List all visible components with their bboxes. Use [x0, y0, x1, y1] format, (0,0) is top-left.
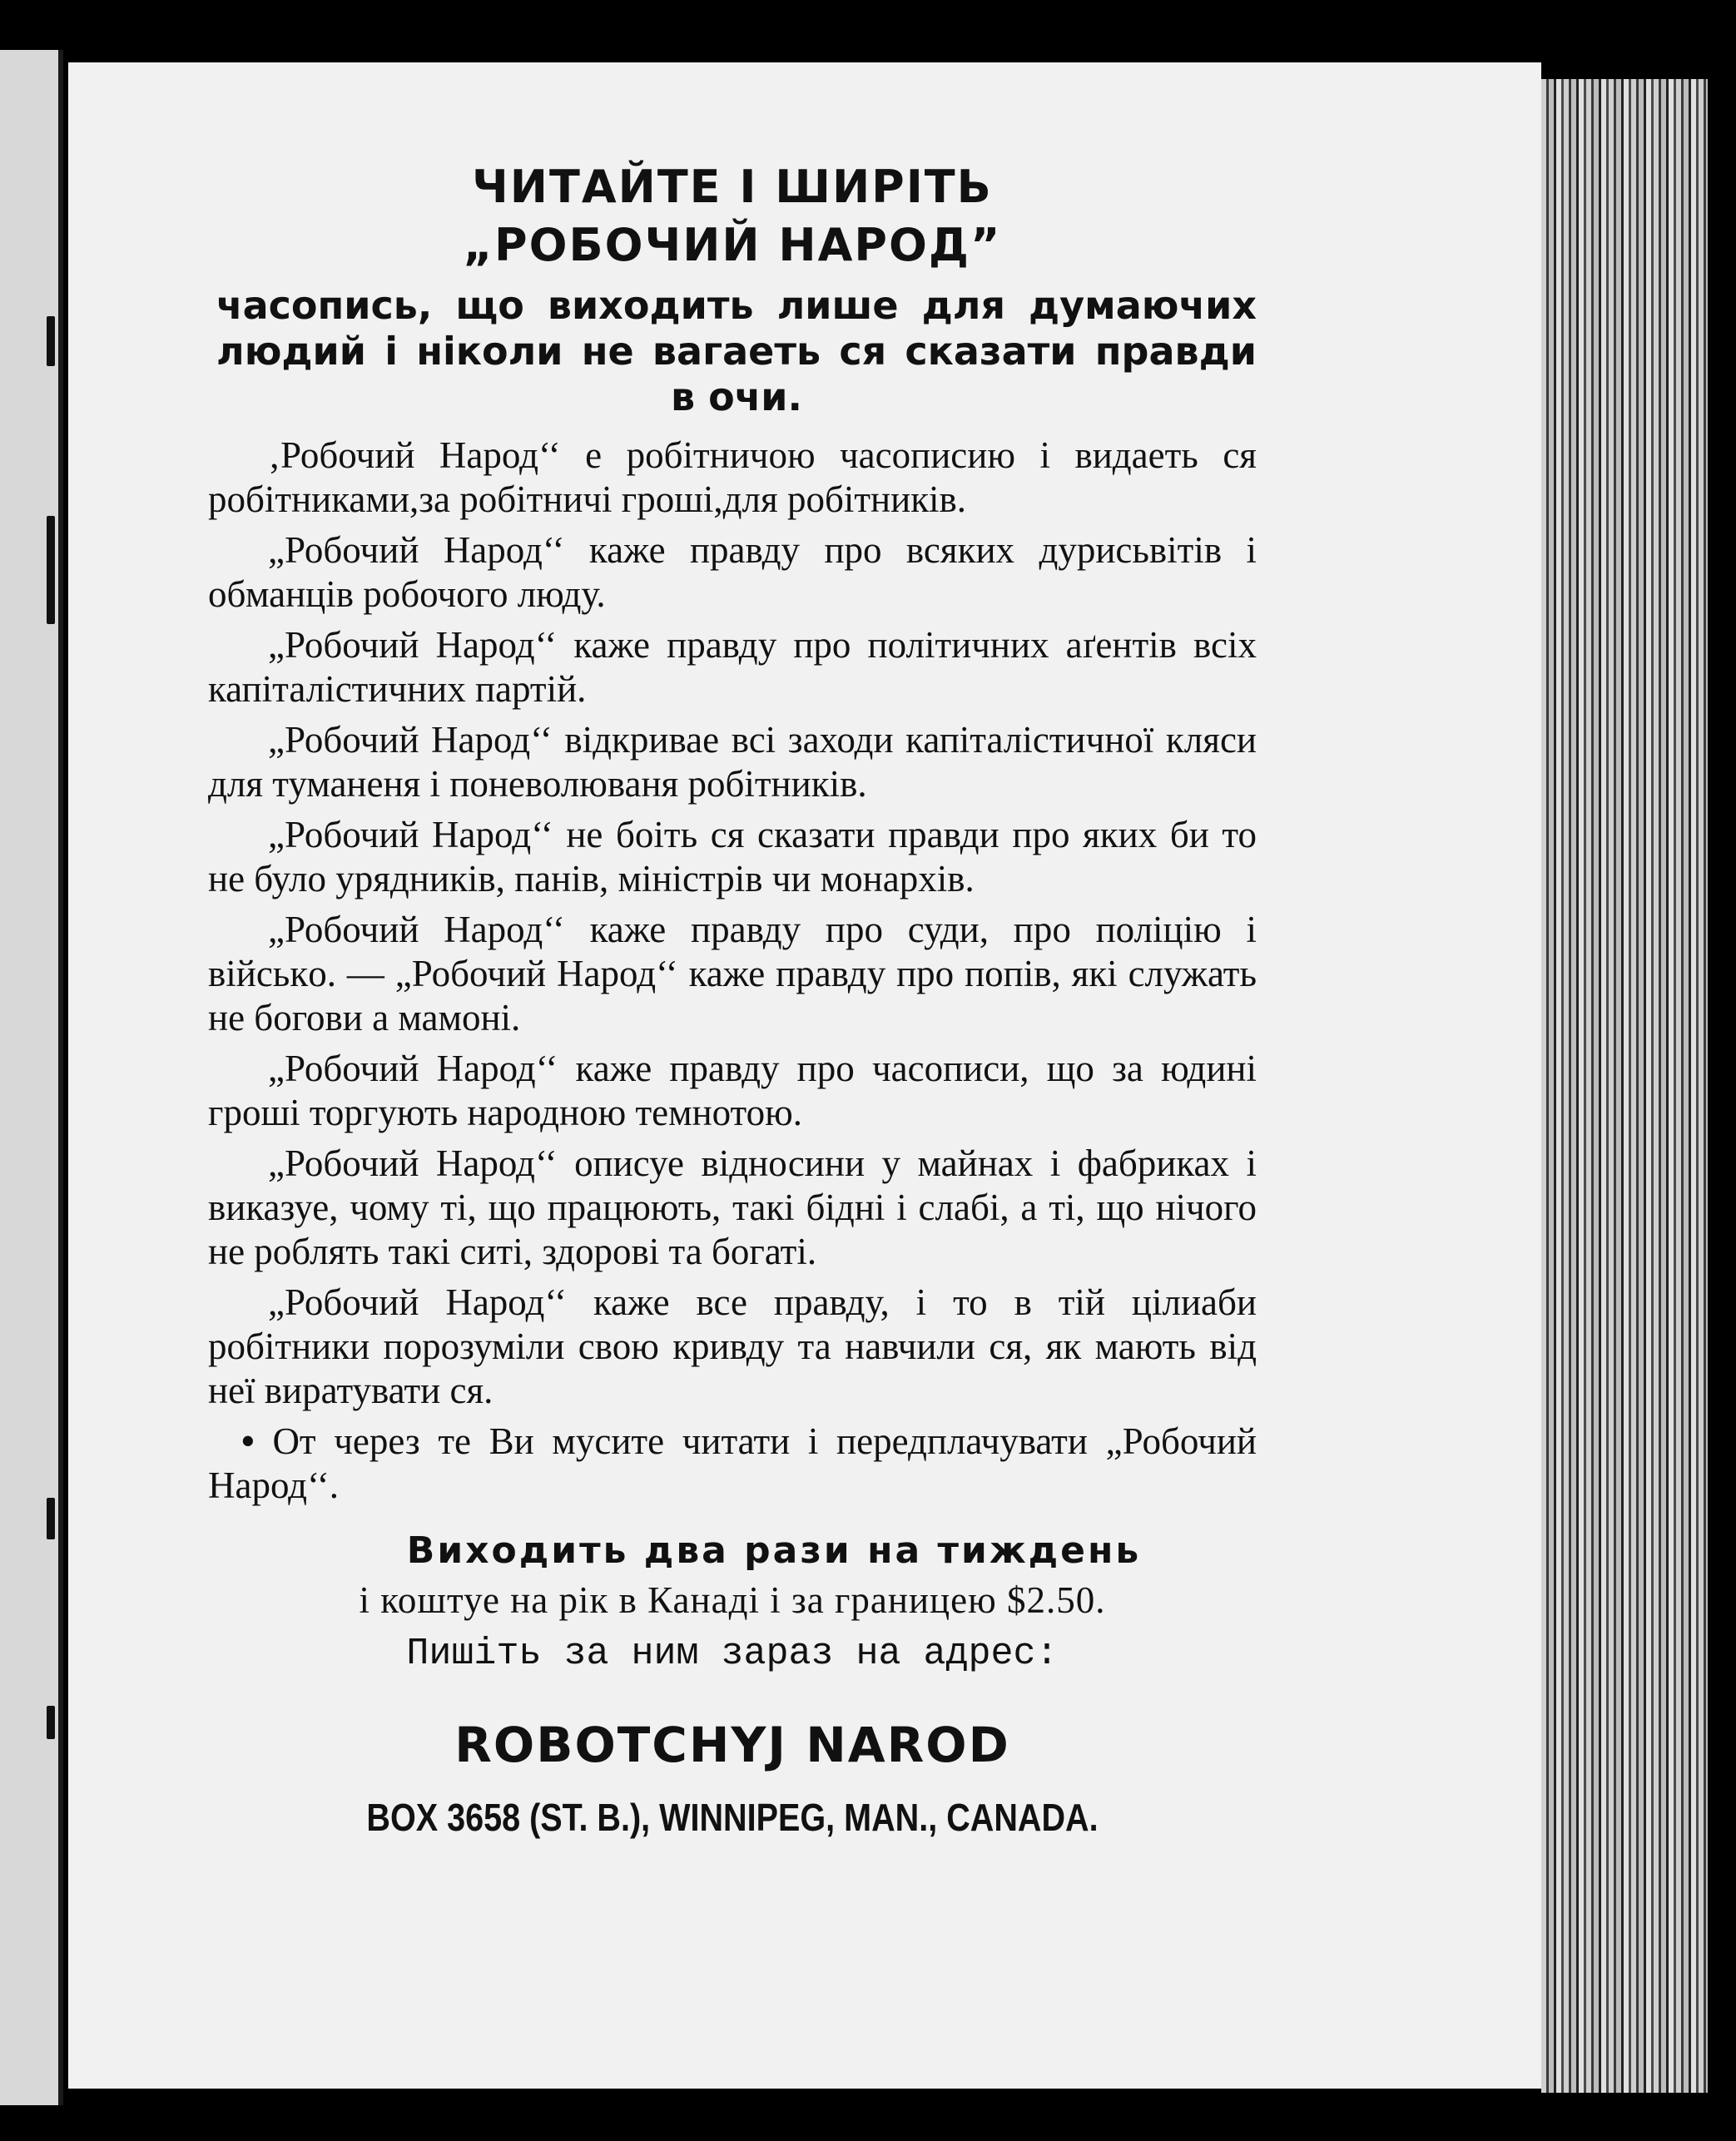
write-prompt: Пишіть за ним зараз на адрес: — [406, 1633, 1059, 1675]
headline-newspaper-name: „РОБОЧИЙ НАРОД” — [463, 219, 1002, 271]
publisher-address: BOX 3658 (ST. B.), WINNIPEG, MAN., CANADA. — [366, 1796, 1099, 1839]
headline-subtitle: часопись, що виходить лише для думаючих людий і ніколи не вагаеть ся сказати правди в очи. — [216, 283, 1257, 419]
body-text — [208, 434, 1257, 1508]
margin-mark — [47, 316, 55, 366]
paragraph: ‚Робочий Народ‘‘ е робітничою часописию і видаеть ся робітниками,за робітничі гроші,для робітників. — [208, 434, 1257, 520]
paragraph: „Робочий Народ‘‘ відкривае всі заходи капіталістичної кляси для туманеня і поневолюваня робітників. — [208, 719, 1257, 805]
paragraph: „Робочий Народ‘‘ описуе відносини у майнах і фабриках і виказуе, чому ті, що працюють, такі бідні і слабі, а ті, що нічого не роблять такі ситі, здорові та богаті. — [208, 1142, 1257, 1272]
paragraph: „Робочий Народ‘‘ каже все правду, і то в тій цілиаби робітники порозуміли свою кривду та навчили ся, як мають від неї виратувати ся. — [208, 1281, 1257, 1411]
margin-mark — [47, 516, 55, 624]
headline-read-and-spread: ЧИТАЙТЕ І ШИРІТЬ — [472, 161, 993, 213]
bullet-icon: • — [241, 1420, 255, 1462]
closing-paragraph — [208, 1420, 1257, 1508]
paragraph: „Робочий Народ‘‘ каже правду про часописи, що за юдині гроші торгують народною темнотою. — [208, 1048, 1257, 1133]
paragraph: „Робочий Народ‘‘ каже правду про всяких дурисьвітів і обманців робочого люду. — [208, 529, 1257, 615]
left-page-edge — [0, 50, 63, 2105]
subscription-price: і коштуе на рік в Канаді і за границею $2.50. — [359, 1579, 1106, 1621]
paragraph: „Робочий Народ‘‘ каже правду про політичних аґентів всіх капіталістичних партій. — [208, 624, 1257, 710]
closing-text: От через те Ви мусите читати і передплачувати „Робочий Народ‘‘. — [208, 1420, 1257, 1506]
publication-frequency: Виходить два рази на тиждень — [406, 1529, 1142, 1572]
page-stack-edge — [1541, 79, 1708, 2093]
margin-mark — [47, 1498, 55, 1539]
margin-mark — [47, 1706, 55, 1739]
publisher-name: ROBOTCHYJ NAROD — [454, 1717, 1010, 1773]
advertisement — [208, 148, 1257, 1846]
paragraph: „Робочий Народ‘‘ не боіть ся сказати правди про яких би то не було урядників, панів, міністрів чи монархів. — [208, 814, 1257, 900]
paragraph: „Робочий Народ‘‘ каже правду про суди, про поліцію і військo. — „Робочий Народ‘‘ каже правду про попів, які служать не богови а мамоні. — [208, 909, 1257, 1038]
